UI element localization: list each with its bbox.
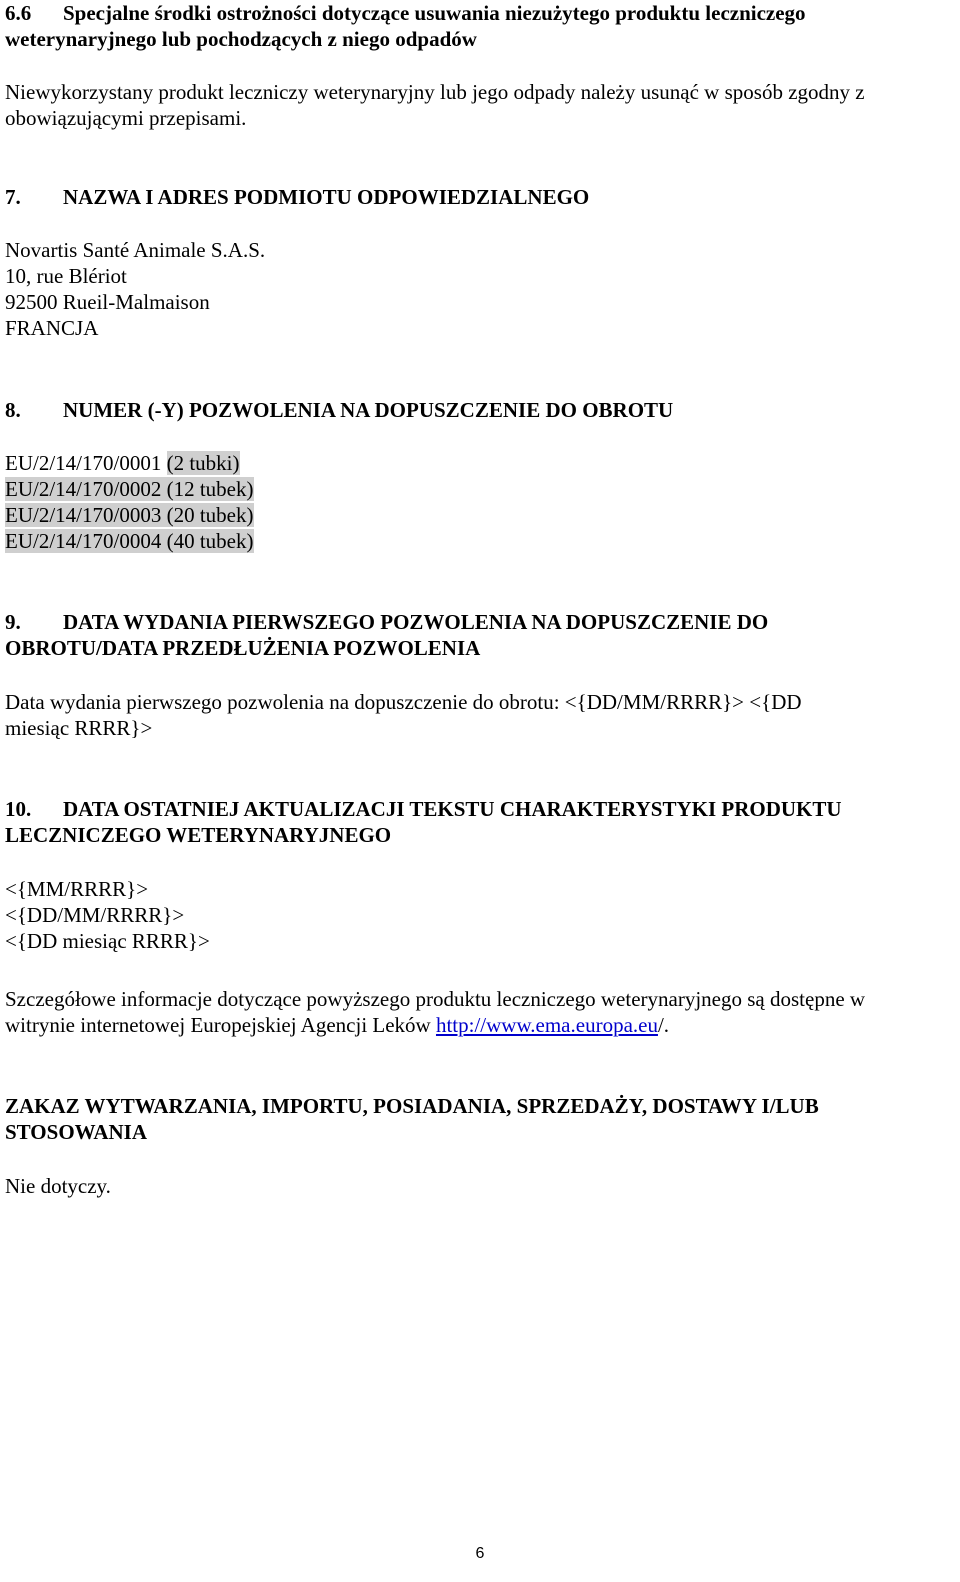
authorization-code: EU/2/14/170/0004 bbox=[5, 529, 162, 553]
section-title: ZAKAZ WYTWARZANIA, IMPORTU, POSIADANIA, SPRZEDAŻY, DOSTAWY I/LUB bbox=[5, 1094, 819, 1118]
section-number: 10. bbox=[5, 797, 32, 821]
paragraph-line: miesiąc RRRR}> bbox=[5, 716, 153, 740]
ban-section-text bbox=[5, 1173, 955, 1199]
pack-size: (2 tubki) bbox=[166, 451, 240, 475]
pack-size: (20 tubek) bbox=[166, 503, 254, 527]
section-number: 6.6 bbox=[5, 1, 32, 25]
section-title-cont: OBROTU/DATA PRZEDŁUŻENIA POZWOLENIA bbox=[5, 636, 481, 660]
address-line: Novartis Santé Animale S.A.S. bbox=[5, 238, 266, 262]
authorization-number-item bbox=[5, 476, 955, 502]
address-line: 10, rue Blériot bbox=[5, 264, 127, 288]
section-title: Specjalne środki ostrożności dotyczące usuwania niezużytego produktu leczniczego bbox=[63, 1, 806, 25]
authorization-number-item bbox=[5, 450, 955, 476]
section-title-cont: weterynaryjnego lub pochodzących z niego odpadów bbox=[5, 27, 477, 51]
section-title-cont: STOSOWANIA bbox=[5, 1120, 147, 1144]
authorization-code: EU/2/14/170/0003 bbox=[5, 503, 162, 527]
section-10-info bbox=[5, 986, 955, 1038]
paragraph-line bbox=[5, 1012, 955, 1038]
paragraph-line: obowiązującymi przepisami. bbox=[5, 106, 247, 130]
authorization-number-item bbox=[5, 502, 955, 528]
paragraph-line: Niewykorzystany produkt leczniczy weterynaryjny lub jego odpady należy usunąć w sposób zgodny z bbox=[5, 80, 865, 104]
section-7-heading bbox=[5, 184, 955, 210]
authorization-number-item bbox=[5, 528, 955, 554]
address-line: FRANCJA bbox=[5, 316, 99, 340]
section-6-6-text bbox=[5, 79, 955, 131]
section-title: DATA OSTATNIEJ AKTUALIZACJI TEKSTU CHARAKTERYSTYKI PRODUKTU bbox=[63, 797, 842, 821]
section-title-cont: LECZNICZEGO WETERYNARYJNEGO bbox=[5, 823, 392, 847]
date-placeholder: <{DD/MM/RRRR}> bbox=[5, 903, 185, 927]
address-line: 92500 Rueil-Malmaison bbox=[5, 290, 210, 314]
section-8-heading bbox=[5, 397, 955, 423]
ban-section-heading bbox=[5, 1093, 955, 1145]
update-date-list bbox=[5, 876, 955, 954]
pack-size: (12 tubek) bbox=[166, 477, 254, 501]
date-placeholder: <{MM/RRRR}> bbox=[5, 877, 149, 901]
authorization-code: EU/2/14/170/0001 bbox=[5, 451, 162, 475]
section-title: DATA WYDANIA PIERWSZEGO POZWOLENIA NA DOPUSZCZENIE DO bbox=[63, 610, 769, 634]
paragraph-line: Nie dotyczy. bbox=[5, 1174, 111, 1198]
section-6-6-heading bbox=[5, 0, 955, 52]
pack-size: (40 tubek) bbox=[166, 529, 254, 553]
section-9-text bbox=[5, 689, 955, 741]
section-number: 9. bbox=[5, 610, 21, 634]
authorization-code: EU/2/14/170/0002 bbox=[5, 477, 162, 501]
paragraph-text: witrynie internetowej Europejskiej Agencji Leków bbox=[5, 1013, 436, 1037]
section-number: 7. bbox=[5, 185, 21, 209]
section-9-heading bbox=[5, 609, 955, 661]
paragraph-line: Szczegółowe informacje dotyczące powyższego produktu leczniczego weterynaryjnego są dostępne w bbox=[5, 987, 866, 1011]
paragraph-line: Data wydania pierwszego pozwolenia na dopuszczenie do obrotu: <{DD/MM/RRRR}> <{DD bbox=[5, 690, 802, 714]
section-title: NUMER (-Y) POZWOLENIA NA DOPUSZCZENIE DO OBROTU bbox=[63, 398, 674, 422]
paragraph-text: /. bbox=[657, 1013, 670, 1037]
ema-website-link[interactable]: http://www.ema.europa.eu bbox=[435, 1013, 658, 1037]
section-7-address bbox=[5, 237, 955, 341]
section-title: NAZWA I ADRES PODMIOTU ODPOWIEDZIALNEGO bbox=[63, 185, 590, 209]
page-number: 6 bbox=[475, 1545, 485, 1562]
section-number: 8. bbox=[5, 398, 21, 422]
date-placeholder: <{DD miesiąc RRRR}> bbox=[5, 929, 210, 953]
section-10-heading bbox=[5, 796, 955, 848]
authorization-number-list bbox=[5, 450, 955, 554]
